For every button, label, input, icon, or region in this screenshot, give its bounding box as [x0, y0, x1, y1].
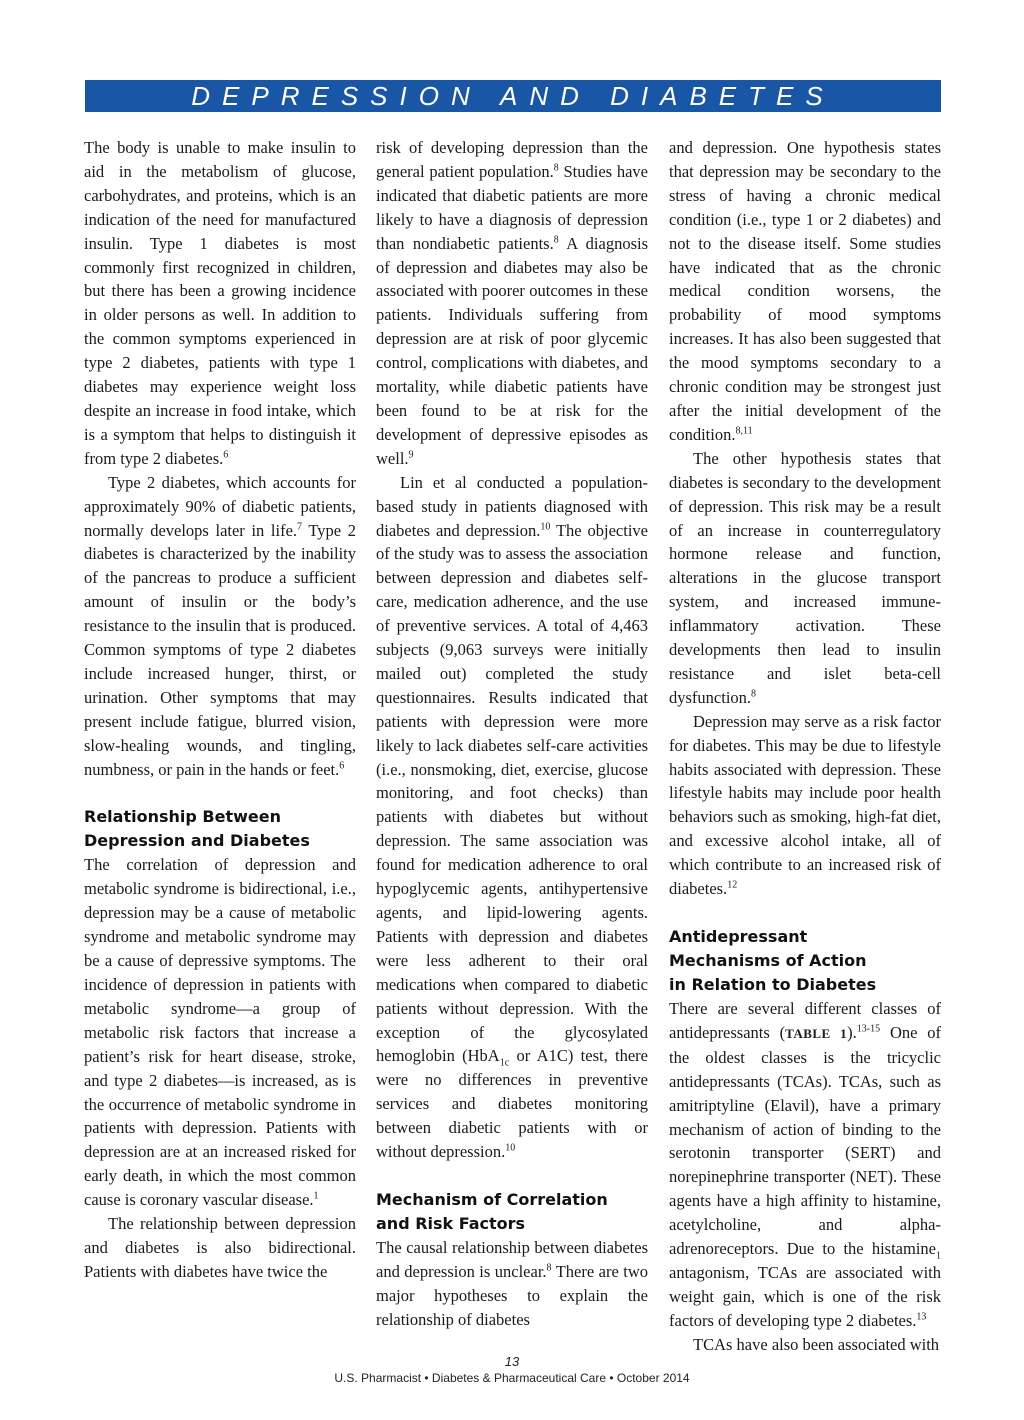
page-header-title: DEPRESSION AND DIABETES: [191, 81, 835, 111]
paragraph: There are several different classes of antidepressants (TABLE 1).$^{13-15}$ One of the oldest classes is the tricyclic antidepressants (TCAs). TCAs, such as amitriptyline (Elavil), have a primary mechanism of action of binding to the serotonin transporter (SERT) and norepinephrine transporter (NET). These agents have a high affinity to histamine, acetylcholine, and alpha-adrenoreceptors. Due to the histamine$_1$ antagonism, TCAs are associated with weight gain, which is one of the risk factors of developing type 2 diabetes.$^{13}$: [669, 999, 941, 1330]
column-2: [376, 136, 648, 1332]
section-heading: Mechanism of Correlation and Risk Factors: [376, 1189, 608, 1233]
paragraph: Lin et al conducted a population-based study in patients diagnosed with diabetes and depression.$^{10}$ The objective of the study was to assess the association between depression and diabetes self-care, medication adherence, and the use of preventive services. A total of 4,463 subjects (9,063 surveys were initially mailed out) completed the study questionnaires. Results indicated that patients with depression were more likely to lack diabetes self-care activities (i.e., nonsmoking, diet, exercise, glucose monitoring, and foot checks) than patients with diabetes but without depression. The same association was found for medication adherence to oral hypoglycemic agents, antihypertensive agents, and lipid-lowering agents. Patients with depression and diabetes were less adherent to their oral medications when compared to diabetic patients without depression. With the exception of the glycosylated hemoglobin (HbA$_{1c}$ or A1C) test, there were no differences in preventive services and diabetes monitoring between diabetic patients with or without depression.$^{10}$: [376, 472, 649, 1162]
paragraph: The body is unable to make insulin to aid in the metabolism of glucose, carbohydrates, and proteins, which is an indication of the need for manufactured insulin. Type 1 diabetes is most commonly first recognized in children, but there has been a growing incidence in older persons as well. In addition to the common symptoms experienced in type 2 diabetes, patients with type 1 diabetes may experience weight loss despite an increase in food intake, which is a symptom that helps to distinguish it from type 2 diabetes.$^6$: [84, 138, 356, 468]
paragraph: Depression may serve as a risk factor for diabetes. This may be due to lifestyle habits associated with depression. These lifestyle habits may include poor health behaviors such as smoking, high-fat diet, and excessive alcohol intake, all of which contribute to an increased risk of diabetes.$^{12}$: [669, 711, 941, 899]
table-reference: TABLE 1: [785, 1025, 848, 1041]
paragraph: Type 2 diabetes, which accounts for approximately 90% of diabetic patients, normally develops later in life.$^7$ Type 2 diabetes is characterized by the inability of the pancreas to produce a sufficient amount of insulin or the body’s resistance to the insulin that is produced. Common symptoms of type 2 diabetes include increased hunger, thirst, or urination. Other symptoms that may present include fatigue, blurred vision, slow-healing wounds, and tingling, numbness, or pain in the hands or feet.$^6$: [84, 472, 357, 779]
page-number: 13: [504, 1354, 520, 1369]
footer-publication: U.S. Pharmacist • Diabetes & Pharmaceutical Care • October 2014: [334, 1371, 690, 1385]
paragraph: The correlation of depression and metabolic syndrome is bidirectional, i.e., depression may be a cause of metabolic syndrome and metabolic syndrome may be a cause of depressive symptoms. The incidence of depression in patients with metabolic syndrome—a group of metabolic risk factors that increase a patient’s risk for heart disease, stroke, and type 2 diabetes—is increased, as is the occurrence of metabolic syndrome in patients with depression. Patients with depression are at an increased risked for early death, in which the most common cause is coronary vascular disease.$^1$: [84, 855, 356, 1210]
paragraph: The causal relationship between diabetes and depression is unclear.$^8$ There are two major hypotheses to explain the relationship of diabetes: [376, 1237, 648, 1329]
paragraph: and depression. One hypothesis states that depression may be secondary to the stress of having a chronic medical condition (i.e., type 1 or 2 diabetes) and not to the disease itself. Some studies have indicated that as the chronic medical condition worsens, the probability of mood symptoms increases. It has also been suggested that the mood symptoms secondary to a chronic condition may be strongest just after the initial development of the condition.$^{8,11}$: [669, 138, 941, 444]
paragraph: risk of developing depression than the general patient population.$^8$ Studies have indicated that diabetic patients are more likely to have a diagnosis of depression than nondiabetic patients.$^8$ A diagnosis of depression and diabetes may also be associated with poorer outcomes in these patients. Individuals suffering from depression are at risk of poor glycemic control, complications with diabetes, and mortality, while diabetic patients have been found to be at risk for the development of depressive episodes as well.$^9$: [376, 138, 648, 468]
column-3: [669, 136, 941, 1357]
column-1: [84, 136, 356, 1284]
paragraph: The relationship between depression and diabetes is also bidirectional. Patients with diabetes have twice the: [84, 1214, 356, 1281]
header-banner: [85, 80, 941, 112]
section-heading: Relationship Between Depression and Diabetes: [84, 807, 310, 851]
paragraph: TCAs have also been associated with: [693, 1334, 940, 1354]
section-heading: Antidepressant Mechanisms of Action in Relation to Diabetes: [669, 927, 877, 994]
paragraph: The other hypothesis states that diabetes is secondary to the development of depression. This risk may be a result of an increase in counterregulatory hormone release and function, alterations in the glucose transport system, and increased immune-inflammatory activation. These developments then lead to insulin resistance and islet beta-cell dysfunction.$^8$: [669, 448, 941, 707]
